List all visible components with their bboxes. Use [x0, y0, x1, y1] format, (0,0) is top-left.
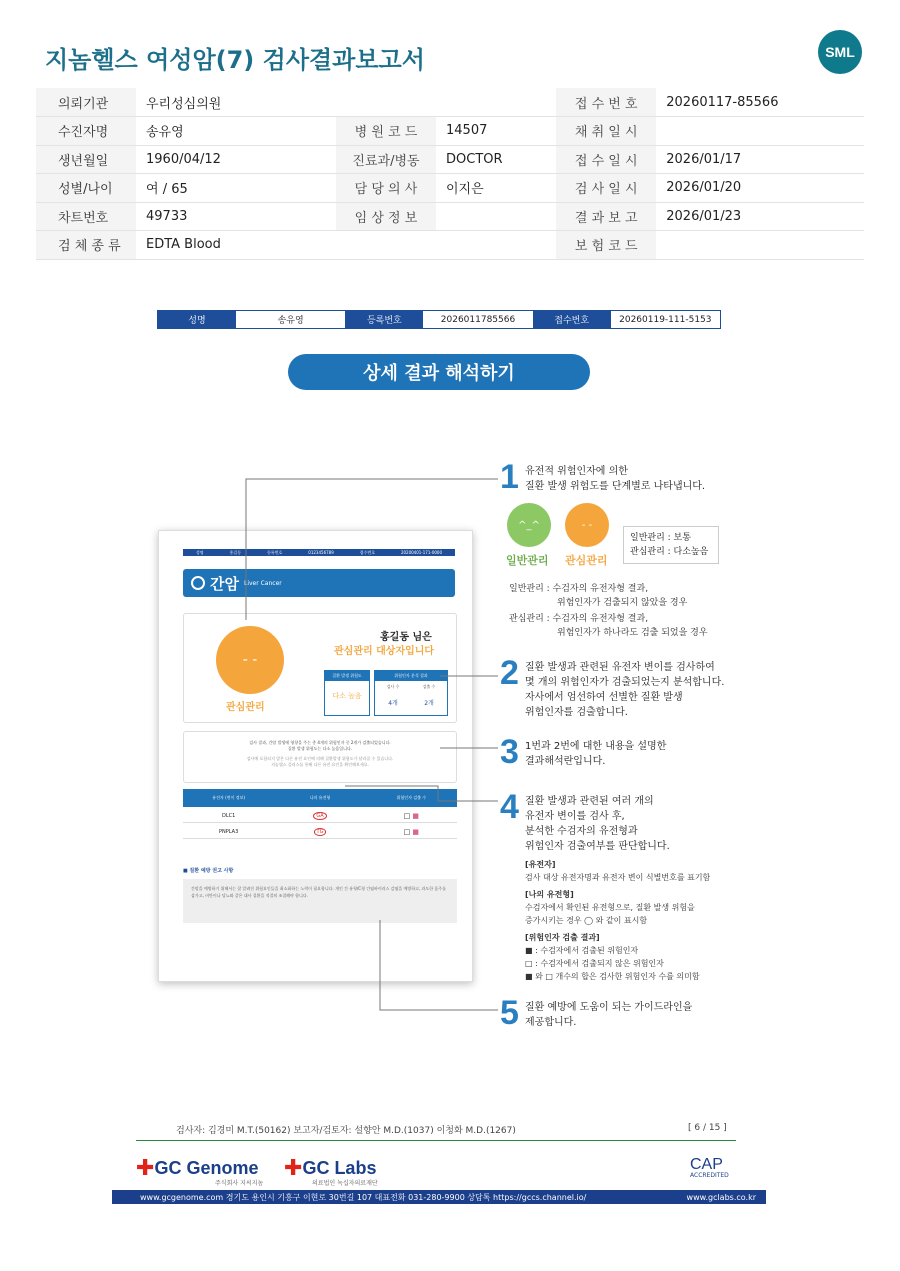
callout-number: 4	[500, 788, 519, 826]
gc-labs-sub: 의료법인 녹십자의료재단	[312, 1180, 378, 1187]
gene-name: PNPLA3	[219, 828, 239, 835]
line: 위험인자가 검출되지 않았을 경우	[557, 598, 688, 608]
footer-bar	[112, 1190, 766, 1204]
callout-text	[525, 794, 670, 854]
line: [유전자]	[525, 860, 556, 869]
callout-text	[525, 1000, 692, 1030]
callout-detail	[525, 858, 765, 983]
summary-text: 검사 결과, 간암 발생에 영향을 주는 총 4개의 위험인자 중 2개가 검출되었습니다.	[249, 740, 391, 745]
label: 수진자명	[36, 117, 136, 146]
line: 분석한 수검자의 유전형과	[525, 826, 638, 837]
line: 위험인자가 하나라도 검출 되었을 경우	[557, 628, 708, 638]
label: 진료과/병동	[336, 145, 436, 174]
callout-number: 2	[500, 654, 519, 692]
neutral-face-icon: - -	[216, 626, 284, 694]
value: 2026/01/23	[656, 202, 864, 231]
th: 위험인자 검출 수	[396, 795, 427, 800]
callout-text	[525, 464, 705, 494]
callout-text	[525, 739, 666, 769]
label: 결 과 보 고	[556, 202, 656, 231]
line: □ : 수검자에서 검출되지 않은 위험인자	[525, 959, 664, 968]
sample-strip-value: 홍길동	[229, 549, 242, 555]
cancer-en: Liver Cancer	[243, 579, 282, 587]
value: 14507	[436, 117, 556, 146]
value: 2026/01/20	[656, 174, 864, 203]
label: 성별/나이	[36, 174, 136, 203]
line: 1번과 2번에 대한 내용을 설명한	[525, 741, 667, 752]
page-number: [ 6 / 15 ]	[688, 1123, 727, 1133]
factor-value: 4개	[388, 700, 398, 707]
face-label-normal: 일반관리	[506, 554, 549, 567]
footer-address: www.gcgenome.com 경기도 용인시 기흥구 이현로 30번길 107 대표전화 031-280-9900 상담톡 https://gccs.channel.io/	[140, 1192, 587, 1202]
summary-text: 검사에 포함되지 않은 다른 유전 요인에 의해 질환발생 위험도가 달라질 수 있습니다.	[246, 756, 394, 761]
factor-sub: 검사 수	[386, 684, 400, 689]
factor-value: 2개	[424, 700, 434, 707]
line: 몇 개의 위험인자가 검출되었는지 분석합니다.	[525, 677, 725, 688]
label: 차트번호	[36, 202, 136, 231]
line: 결과해석란입니다.	[525, 756, 606, 767]
line: 질환 발생과 관련된 여러 개의	[525, 796, 654, 807]
smile-face-icon: ^_^	[507, 503, 551, 547]
sample-strip-value: 20200401-171-0000	[400, 550, 442, 555]
line: 위험인자를 검출합니다.	[525, 707, 628, 718]
gc-cross-icon: ✚	[284, 1156, 303, 1181]
detect-marks: □ ■	[403, 827, 420, 836]
risk-box-value: 다소 높음	[332, 692, 362, 700]
line: 검사 대상 유전자명과 유전자 변이 식별번호를 표기함	[525, 873, 711, 882]
label: 병 원 코 드	[336, 117, 436, 146]
strip-value: 송유영	[236, 311, 345, 328]
prevention-text: 간암을 예방하기 위해서는 잘 알려진 위험요인들을 최소화하는 노력이 필요합니다. 개인 간 유형/C형 간염바이러스 감염을 예방하고, 과도한 음주를 삼가고, 비만이나 당뇨와 같은 대사 질환을 적절히 조절해야 합니다.	[183, 879, 457, 923]
line: 일반관리 : 수검자의 유전자형 결과,	[509, 584, 649, 594]
label: 임 상 정 보	[336, 202, 436, 231]
genotype: GA	[313, 812, 326, 820]
divider	[136, 1140, 736, 1141]
neutral-face-icon: - -	[565, 503, 609, 547]
prevention-title: ■ 질환 예방 권고 사항	[183, 868, 234, 874]
sample-strip-label: 등록번호	[266, 549, 283, 555]
face-label: 관심관리	[226, 702, 265, 713]
factor-box-head: 위험인자 분석 결과	[375, 671, 447, 681]
risk-box-head: 질환 발생 위험도	[325, 671, 369, 681]
value: 여 / 65	[136, 174, 336, 203]
value: 우리성심의원	[136, 88, 556, 117]
footer-url: www.gclabs.co.kr	[686, 1192, 756, 1202]
label: 검 사 일 시	[556, 174, 656, 203]
gc-genome-name: GC Genome	[154, 1158, 259, 1178]
line: 수검자에서 확인된 유전형으로, 질환 발생 위험을	[525, 903, 695, 912]
gene-name: DLC1	[222, 812, 236, 819]
line: 제공합니다.	[525, 1017, 577, 1028]
line: 유전자 변이를 검사 후,	[525, 811, 625, 822]
strip-value: 20260119-111-5153	[611, 311, 720, 328]
strip-label: 성명	[158, 311, 236, 328]
signatures: 검사자: 김경미 M.T.(50162) 보고자/검토자: 설향안 M.D.(1037) 이청화 M.D.(1267)	[176, 1126, 516, 1136]
legend-line: 일반관리 : 보통	[630, 533, 691, 543]
line: 자사에서 엄선하여 선별한 질환 발생	[525, 692, 683, 703]
value: 1960/04/12	[136, 145, 336, 174]
greeting: 홍길동 님은	[380, 632, 432, 643]
gc-cross-icon: ✚	[136, 1156, 155, 1181]
sample-strip-label: 접수번호	[359, 549, 376, 555]
line: 질환 예방에 도움이 되는 가이드라인을	[525, 1002, 693, 1013]
level-legend	[623, 526, 719, 564]
line: 위험인자 검출여부를 판단합니다.	[525, 841, 670, 852]
report-title: 지놈헬스 여성암(7) 검사결과보고서	[45, 46, 425, 74]
value: DOCTOR	[436, 145, 556, 174]
status-line: 관심관리 대상자입니다	[334, 646, 435, 657]
callout-number: 5	[500, 994, 519, 1032]
sample-strip-value: 0123456789	[308, 550, 334, 555]
level-desc	[509, 582, 708, 640]
line: [위험인자 검출 결과]	[525, 933, 600, 942]
strip-value: 2026011785566	[423, 311, 532, 328]
value: 2026/01/17	[656, 145, 864, 174]
callout-number: 3	[500, 733, 519, 771]
sml-logo: SML	[818, 30, 862, 74]
line: 유전적 위험인자에 의한	[525, 466, 628, 477]
label: 채 취 일 시	[556, 117, 656, 146]
factor-sub: 검출 수	[422, 684, 436, 689]
label: 보 험 코 드	[556, 231, 656, 260]
summary-text: 지놈헬스 플러스를 통해 다른 유전 요인을 확인해보세요.	[271, 762, 369, 767]
label: 담 당 의 사	[336, 174, 436, 203]
line: [나의 유전형]	[525, 890, 574, 899]
th: 나의 유전형	[309, 795, 331, 800]
section-title: 상세 결과 해석하기	[288, 354, 590, 390]
strip-label: 등록번호	[345, 311, 423, 328]
th: 유전자 (변이 정보)	[212, 795, 246, 800]
value: EDTA Blood	[136, 231, 556, 260]
genotype: TG	[314, 828, 327, 836]
label: 접 수 일 시	[556, 145, 656, 174]
cap-logo: CAP	[690, 1156, 723, 1173]
line: ■ : 수검자에서 검출된 위험인자	[525, 946, 639, 955]
callout-number: 1	[500, 458, 519, 496]
label: 생년월일	[36, 145, 136, 174]
callout-text	[525, 660, 724, 720]
label: 접 수 번 호	[556, 88, 656, 117]
cancer-title: 간암	[210, 574, 239, 593]
line: 증가시키는 경우 ◯ 와 같이 표시함	[525, 916, 648, 925]
label: 검 체 종 류	[36, 231, 136, 260]
face-label-concern: 관심관리	[565, 554, 608, 567]
line: ■ 와 □ 개수의 합은 검사한 위험인자 수를 의미함	[525, 972, 700, 981]
summary-text: 질환 발생 위험도는 다소 높음입니다.	[287, 746, 353, 751]
gc-genome-sub: 주식회사 지씨지놈	[215, 1180, 264, 1187]
value: 49733	[136, 202, 336, 231]
legend-line: 관심관리 : 다소높음	[630, 547, 709, 557]
line: 질환 발생 위험도를 단계별로 나타냅니다.	[525, 481, 706, 492]
line: 관심관리 : 수검자의 유전자형 결과,	[509, 614, 649, 624]
strip-label: 접수번호	[533, 311, 611, 328]
value: 송유영	[136, 117, 336, 146]
sample-strip-label: 성명	[195, 549, 204, 555]
gc-labs-name: GC Labs	[302, 1158, 377, 1178]
detect-marks: □ ■	[403, 811, 420, 820]
value: 이지은	[436, 174, 556, 203]
cap-sub: ACCREDITED	[690, 1172, 729, 1179]
line: 질환 발생과 관련된 유전자 변이를 검사하여	[525, 662, 715, 673]
label: 의뢰기관	[36, 88, 136, 117]
value: 20260117-85566	[656, 88, 864, 117]
